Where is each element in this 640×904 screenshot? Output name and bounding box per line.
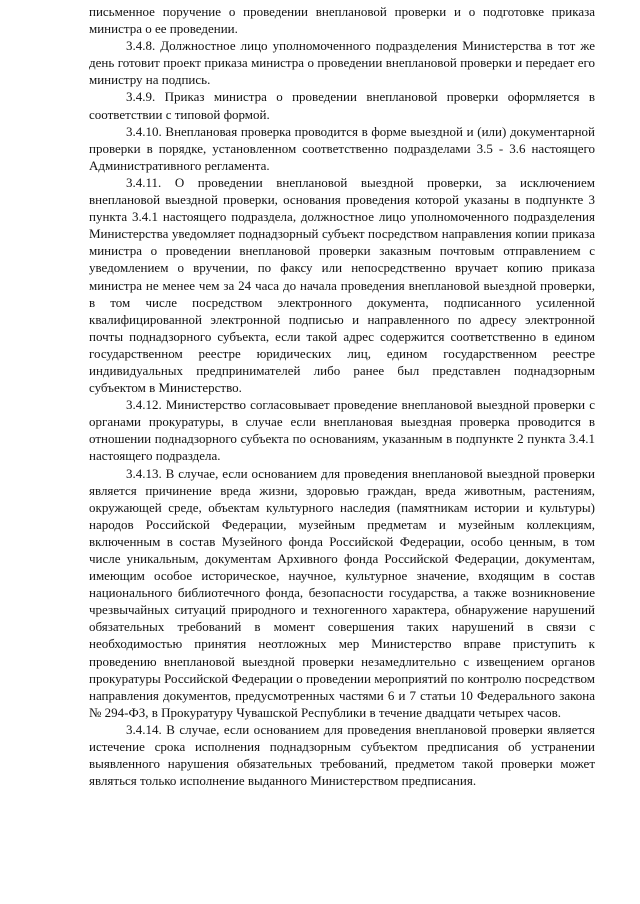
paragraph-3-4-12: 3.4.12. Министерство согласовывает проведение внеплановой выездной проверки с органами прокуратуры, в случае если внеплановая выездная проверка проводится в отношении поднадзорного субъекта по основаниям, указанным в подпункте 2 пункта 3.4.1 настоящего подраздела. bbox=[89, 397, 595, 464]
paragraph-3-4-14: 3.4.14. В случае, если основанием для проведения внеплановой проверки является истечение срока исполнения поднадзорным субъектом предписания об устранении выявленного нарушения обязательных требований, предметом такой проверки может являться только исполнение выданного Министерством предписания. bbox=[89, 721, 595, 789]
paragraph-3-4-8: 3.4.8. Должностное лицо уполномоченного подразделения Министерства в тот же день готовит проект приказа министра о проведении внеплановой проверки и передает его министру на подпись. bbox=[89, 38, 595, 88]
paragraph-3-4-11: 3.4.11. О проведении внеплановой выездной проверки, за исключением внеплановой выездной проверки, основания проведения которой указаны в подпункте 3 пункта 3.4.1 настоящего подраздела, должностное лицо уполномоченного подразделения Министерства уведомляет поднадзорный субъект посредством направления копии приказа министра о проведении внеплановой проверки заказным почтовым отправлением с уведомлением о вручении, по факсу или непосредственно вручает копию приказа министра не менее чем за 24 часа до начала проведения внеплановой выездной проверки, в том числе посредством электронного документа, подписанного усиленной квалифицированной электронной подписью и направленного по адресу электронной почты поднадзорного субъекта, если такой адрес содержится соответственно в едином государственном реестре юридических лиц, едином государственном реестре индивидуальных предпринимателей либо ранее был представлен поднадзорным субъектом в Министерство. bbox=[89, 174, 595, 396]
document-page bbox=[89, 3, 595, 789]
paragraph-continuation: письменное поручение о проведении внеплановой проверки и о подготовке приказа министра о ее проведении. bbox=[89, 4, 595, 37]
paragraph-3-4-10: 3.4.10. Внеплановая проверка проводится в форме выездной и (или) документарной проверки в порядке, установленном соответственно подразделами 3.5 - 3.6 настоящего Административного регламента. bbox=[89, 123, 595, 173]
paragraph-3-4-9: 3.4.9. Приказ министра о проведении внеплановой проверки оформляется в соответствии с типовой формой. bbox=[89, 89, 595, 122]
paragraph-3-4-13: 3.4.13. В случае, если основанием для проведения внеплановой выездной проверки является причинение вреда жизни, здоровью граждан, вреда животным, растениям, окружающей среде, объектам культурного наследия (памятникам истории и культуры) народов Российской Федерации, музейным предметам и музейным коллекциям, включенным в состав Музейного фонда Российской Федерации, особо ценным, в том числе уникальным, документам Архивного фонда Российской Федерации, документам, имеющим особое историческое, научное, культурное значение, входящим в состав национального библиотечного фонда, безопасности государства, а также возникновение чрезвычайных ситуаций природного и техногенного характера, обнаружение нарушений обязательных требований в момент совершения таких нарушений в связи с необходимостью принятия неотложных мер Министерство вправе приступить к проведению внеплановой выездной проверки незамедлительно с извещением органов прокуратуры Российской Федерации о проведении мероприятий по контролю посредством направления документов, предусмотренных частями 6 и 7 статьи 10 Федерального закона № 294-ФЗ, в Прокуратуру Чувашской Республики в течение двадцати четырех часов. bbox=[89, 465, 595, 720]
